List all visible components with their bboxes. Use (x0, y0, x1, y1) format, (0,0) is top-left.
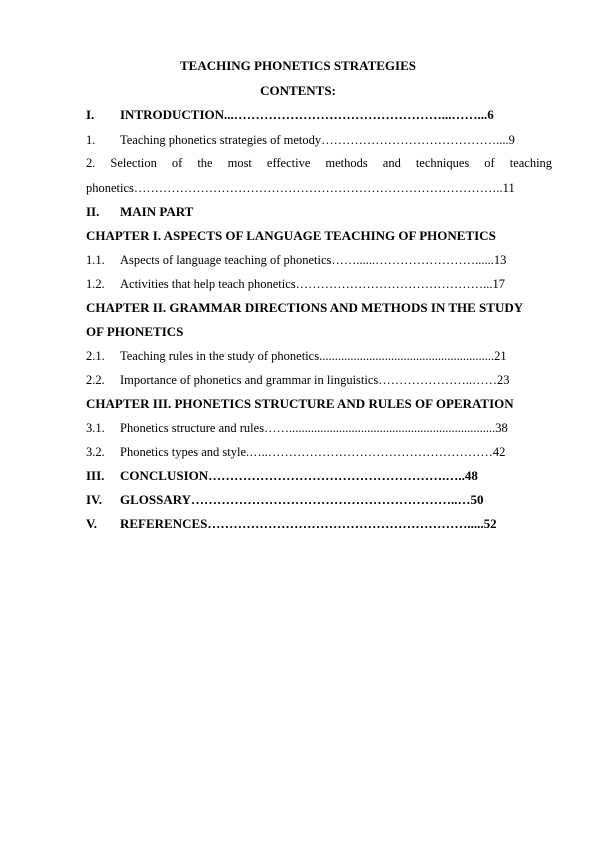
toc-text: phonetics……………………………………………………………………………..11 (86, 181, 515, 195)
toc-number: 1.2. (86, 277, 105, 291)
toc-number: 2.1. (86, 349, 105, 363)
toc-text: GLOSSARY……………………………………………………..…50 (120, 492, 484, 507)
toc-number: 1. (86, 133, 96, 147)
toc-chapter-2[interactable]: CHAPTER II. GRAMMAR DIRECTIONS AND METHODS IN THE STUDY (86, 300, 524, 315)
toc-number: 2. (86, 156, 96, 170)
toc-word: of (484, 156, 495, 170)
toc-text: REFERENCES…………………………………………………….....52 (120, 516, 497, 531)
toc-number: 3.1. (86, 421, 105, 435)
toc-number: 3.2. (86, 445, 105, 459)
toc-text: Importance of phonetics and grammar in linguistics…………………..……23 (120, 373, 510, 387)
toc-word: Selection (110, 156, 157, 170)
toc-text: CONCLUSION……………………………………………….…..48 (120, 468, 478, 483)
toc-number: 1.1. (86, 253, 105, 267)
toc-word: the (197, 156, 213, 170)
toc-entry-2[interactable] (86, 156, 552, 171)
toc-text: Activities that help teach phonetics………………………………………...17 (120, 277, 506, 291)
toc-word: methods (325, 156, 368, 170)
toc-number: V. (86, 516, 97, 531)
toc-word: and (382, 156, 401, 170)
toc-word: effective (266, 156, 311, 170)
toc-word: techniques (415, 156, 470, 170)
toc-text: INTRODUCTION...…………………………………………...……...6 (120, 107, 494, 122)
toc-word: most (227, 156, 252, 170)
toc-text: Teaching rules in the study of phonetics........................................................21 (120, 349, 507, 363)
toc-text: Aspects of language teaching of phonetics……......……………………......13 (120, 253, 507, 267)
document-title: TEACHING PHONETICS STRATEGIES (180, 58, 416, 73)
toc-number: III. (86, 468, 105, 483)
toc-text: Phonetics types and style.…..………………………………………………42 (120, 445, 506, 459)
toc-chapter-3[interactable]: CHAPTER III. PHONETICS STRUCTURE AND RULES OF OPERATION (86, 396, 514, 411)
toc-chapter-2-continued[interactable]: OF PHONETICS (86, 324, 184, 339)
toc-text: Phonetics structure and rules……..................................................................38 (120, 421, 508, 435)
toc-number: I. (86, 107, 95, 122)
toc-chapter-1[interactable]: CHAPTER I. ASPECTS OF LANGUAGE TEACHING OF PHONETICS (86, 228, 496, 243)
toc-word: teaching (509, 156, 553, 170)
contents-heading: CONTENTS: (260, 83, 336, 98)
toc-text: Teaching phonetics strategies of metody……………………………………....9 (120, 133, 515, 147)
toc-text: MAIN PART (120, 204, 194, 219)
toc-number: II. (86, 204, 100, 219)
toc-word: of (171, 156, 183, 170)
toc-number: 2.2. (86, 373, 105, 387)
toc-number: IV. (86, 492, 103, 507)
